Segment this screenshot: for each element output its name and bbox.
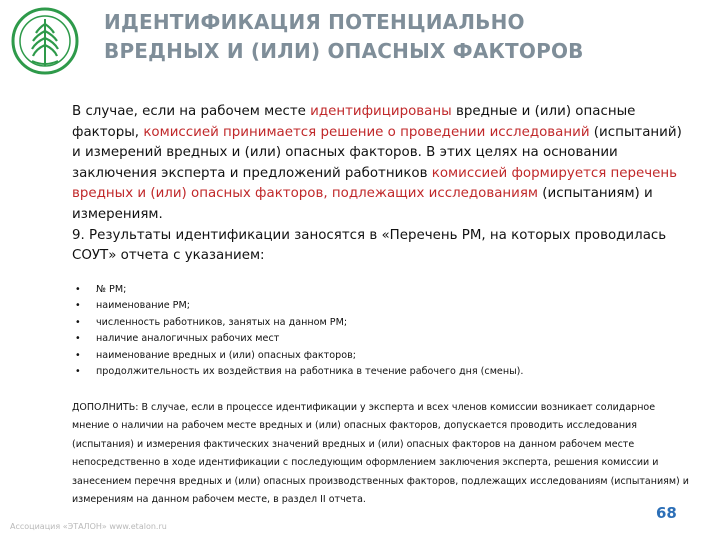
main-text [72, 102, 684, 267]
highlight-span: идентифицированы [310, 104, 452, 119]
paragraph-identification [72, 102, 684, 226]
text-span: вредные и (или) опасные факторы, [72, 104, 636, 140]
page-title [104, 8, 704, 66]
etalon-logo-icon [10, 6, 80, 76]
footer-text: Ассоциация «ЭТАЛОН» www.etalon.ru [10, 522, 167, 531]
bullet-list [72, 282, 523, 380]
list-item: • наличие аналогичных рабочих мест [72, 331, 523, 347]
list-item: • наименование РМ; [72, 298, 523, 314]
text-span: (испытаниям) и измерениям. [72, 186, 653, 222]
list-item: • № РМ; [72, 282, 523, 298]
paragraph-results: 9. Результаты идентификации заносятся в «Перечень РМ, на которых проводилась СОУТ» отчета с указанием: [72, 227, 667, 264]
list-item: • продолжительность их воздействия на работника в течение рабочего дня (смены). [72, 364, 523, 380]
title-line-2: ВРЕДНЫХ И (ИЛИ) ОПАСНЫХ ФАКТОРОВ [104, 39, 584, 63]
supplement-note: ДОПОЛНИТЬ: В случае, если в процессе идентификации у эксперта и всех членов комиссии возникает солидарное мнение о наличии на рабочем месте вредных и (или) опасных факторов, допускается проводить исследования (испытания) и измерения фактических значений вредных и (или) опасных факторов на данном рабочем месте непосредственно в ходе идентификации с последующим оформлением заключения эксперта, решения комиссии и занесением перечня вредных и (или) опасных производственных факторов, подлежащих исследованиям (испытаниям) и измерениям на данном рабочем месте, в раздел II отчета. [72, 402, 689, 506]
list-item: • численность работников, занятых на данном РМ; [72, 315, 523, 331]
title-line-1: ИДЕНТИФИКАЦИЯ ПОТЕНЦИАЛЬНО [104, 10, 525, 34]
text-span: (испытаний) и измерений вредных и (или) опасных факторов. В этих целях на основании заключения эксперта и предложений работников [72, 124, 682, 181]
list-item: • наименование вредных и (или) опасных факторов; [72, 348, 523, 364]
page-number: 68 [656, 504, 677, 522]
text-span: В случае, если на рабочем месте [72, 104, 311, 119]
highlight-span: комиссией принимается решение о проведении исследований [143, 124, 590, 140]
highlight-span: комиссией формируется перечень вредных и (или) опасных факторов, подлежащих исследованиям [72, 165, 678, 202]
